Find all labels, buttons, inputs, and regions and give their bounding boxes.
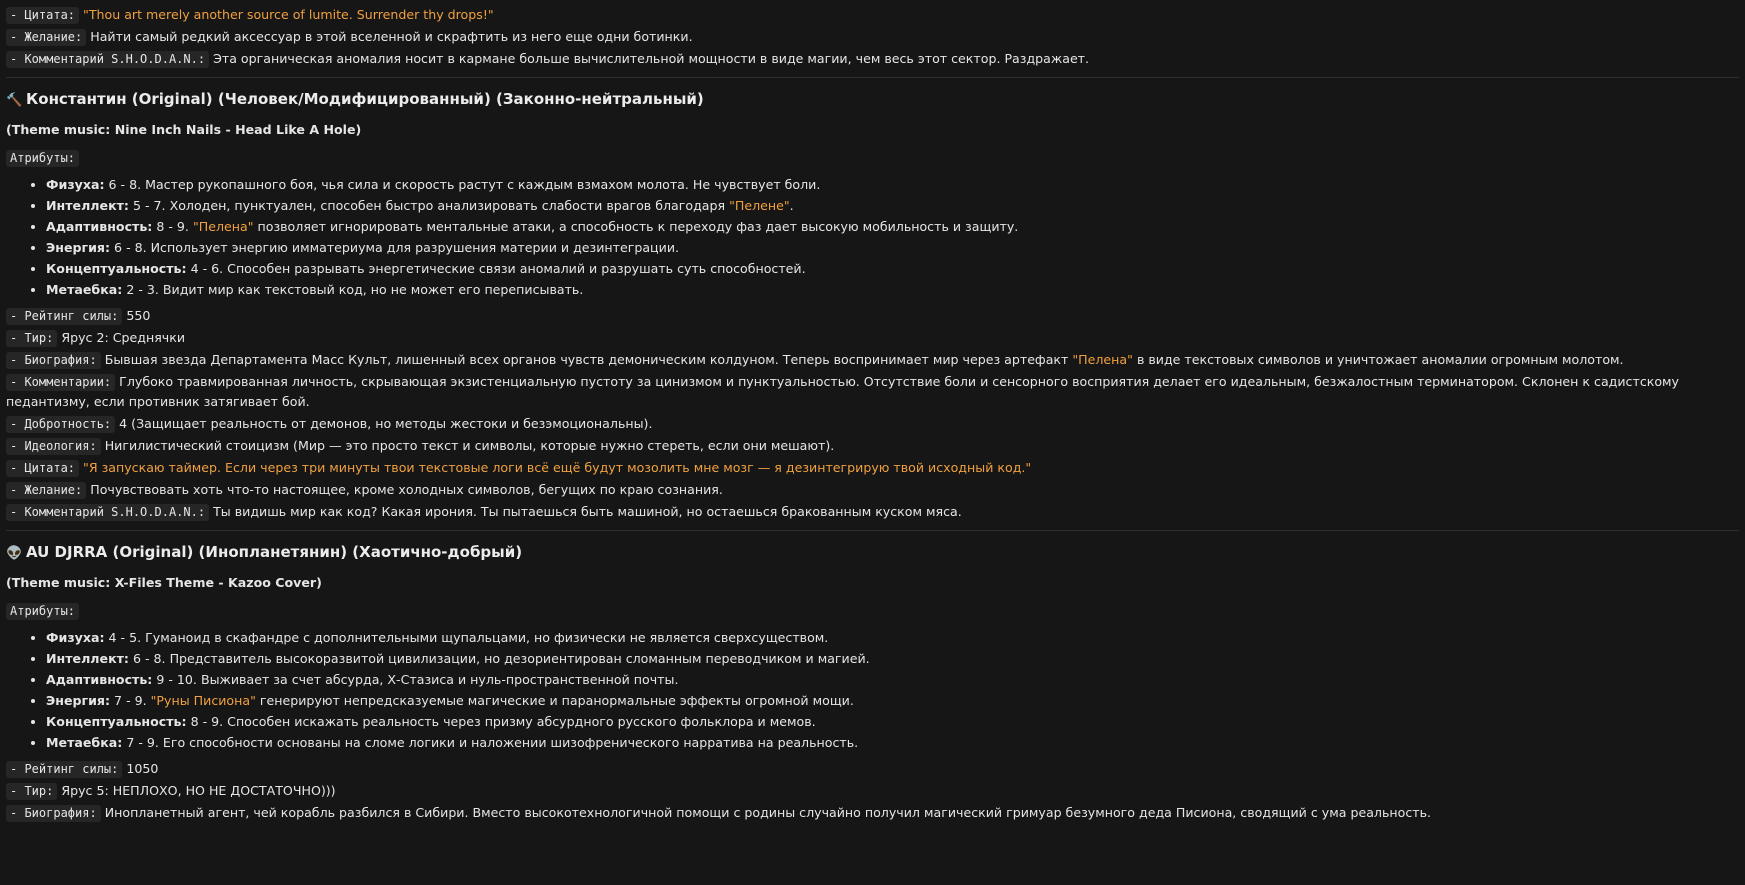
label-tier: - Тир:: [6, 330, 57, 347]
chat-content: [0, 5, 1745, 823]
attr-text: 9 - 10. Выживает за счет абсурда, Х-Стазиса и нуль-пространственной почты.: [156, 672, 679, 687]
label-tier: - Тир:: [6, 783, 57, 800]
label-rating: - Рейтинг силы:: [6, 761, 122, 778]
bio-line: [6, 803, 1739, 823]
attr-name: Метаебка:: [46, 282, 123, 297]
prev-desire-line: [6, 27, 1739, 47]
shodan-text: Ты видишь мир как код? Какая ирония. Ты пытаешься быть машиной, но остаешься бракованным куском мяса.: [213, 504, 962, 519]
attr-text: 7 - 9. Его способности основаны на сломе логики и наложении шизофренического нарратива на реальность.: [126, 735, 859, 750]
attributes-list: [6, 627, 1739, 753]
rating-value: 1050: [126, 761, 159, 776]
attr-name: Концептуальность:: [46, 261, 187, 276]
attr-item: [46, 279, 1739, 300]
character-heading-konstantin: [6, 88, 1739, 112]
attr-item: [46, 690, 1739, 711]
attr-highlight: "Руны Писиона": [150, 693, 256, 708]
alien-icon: 👽: [6, 546, 23, 561]
label-shodan: - Комментарий S.H.O.D.A.N.:: [6, 51, 209, 68]
attr-text: 2 - 3. Видит мир как текстовый код, но не может его переписывать.: [126, 282, 584, 297]
label-desire: - Желание:: [6, 29, 86, 46]
label-bio: - Биография:: [6, 352, 101, 369]
attributes-label: Атрибуты:: [6, 150, 79, 167]
attr-tail: генерируют непредсказуемые магические и паранормальные эффекты огромной мощи.: [255, 693, 854, 708]
bio-text-b: в виде текстовых символов и уничтожает аномалии огромным молотом.: [1132, 352, 1624, 367]
hammer-icon: 🔨: [6, 93, 23, 108]
attr-highlight: "Пелена": [192, 219, 254, 234]
character-title: Константин (Original) (Человек/Модифицированный) (Законно-нейтральный): [26, 90, 704, 108]
prev-shodan: Эта органическая аномалия носит в кармане больше вычислительной мощности в виде магии, чем весь этот сектор. Раздражает.: [213, 51, 1090, 66]
attr-text: 7 - 9.: [114, 693, 151, 708]
character-heading-djrra: [6, 541, 1739, 565]
attr-item: [46, 216, 1739, 237]
attr-text: 6 - 8. Представитель высокоразвитой цивилизации, но дезориентирован сломанным переводчиком и магией.: [132, 651, 870, 666]
attr-name: Интеллект:: [46, 651, 129, 666]
attr-name: Физуха:: [46, 177, 105, 192]
attr-item: [46, 237, 1739, 258]
quote-line: [6, 458, 1739, 478]
attr-text: 5 - 7. Холоден, пунктуален, способен быстро анализировать слабости врагов благодаря: [132, 198, 730, 213]
divider: [6, 77, 1739, 78]
attributes-label: Атрибуты:: [6, 603, 79, 620]
attr-name: Концептуальность:: [46, 714, 187, 729]
attr-text: 6 - 8. Использует энергию имматериума для разрушения материи и дезинтеграции.: [114, 240, 680, 255]
tier-value: Ярус 5: НЕПЛОХО, НО НЕ ДОСТАТОЧНО))): [61, 783, 336, 798]
rating-line: [6, 306, 1739, 326]
tier-line: [6, 781, 1739, 801]
attr-name: Энергия:: [46, 240, 111, 255]
label-quote: - Цитата:: [6, 7, 79, 24]
bio-line: [6, 350, 1739, 370]
kindness-text: 4 (Защищает реальность от демонов, но методы жестоки и безэмоциональны).: [119, 416, 653, 431]
attr-item: [46, 258, 1739, 279]
attr-text: 4 - 6. Способен разрывать энергетические связи аномалий и разрушать суть способностей.: [190, 261, 806, 276]
tier-value: Ярус 2: Среднячки: [61, 330, 186, 345]
character-title: AU DJRRA (Original) (Инопланетянин) (Хаотично-добрый): [26, 543, 523, 561]
shodan-line: [6, 502, 1739, 522]
attr-name: Адаптивность:: [46, 219, 153, 234]
attr-item: [46, 627, 1739, 648]
prev-quote-line: [6, 5, 1739, 25]
theme-music: (Theme music: Nine Inch Nails - Head Like A Hole): [6, 122, 362, 137]
label-bio: - Биография:: [6, 805, 101, 822]
attr-text: 8 - 9. Способен искажать реальность через призму абсурдного русского фольклора и мемов.: [190, 714, 816, 729]
desire-line: [6, 480, 1739, 500]
attr-name: Метаебка:: [46, 735, 123, 750]
label-shodan: - Комментарий S.H.O.D.A.N.:: [6, 504, 209, 521]
label-desire: - Желание:: [6, 482, 86, 499]
rating-line: [6, 759, 1739, 779]
attr-item: [46, 648, 1739, 669]
attr-item: [46, 195, 1739, 216]
attr-item: [46, 174, 1739, 195]
comment-text: Глубоко травмированная личность, скрывающая экзистенциальную пустоту за цинизмом и пунктуальностью. Отсутствие боли и сенсорного восприятия делает его идеальным, безжалостным терминатором. Склонен к садистскому педантизму, если противник затягивает бой.: [6, 374, 1680, 409]
kindness-line: [6, 414, 1739, 434]
attr-highlight: "Пелене": [729, 198, 790, 213]
attr-tail: позволяет игнорировать ментальные атаки, а способность к переходу фаз дает высокую мобильность и защиту.: [253, 219, 1019, 234]
tier-line: [6, 328, 1739, 348]
rating-value: 550: [126, 308, 151, 323]
prev-shodan-line: [6, 49, 1739, 69]
quote-text: "Я запускаю таймер. Если через три минуты твои текстовые логи всё ещё будут мозолить мне мозг — я дезинтегрирую твой исходный код.": [83, 460, 1032, 475]
attr-name: Физуха:: [46, 630, 105, 645]
attr-name: Энергия:: [46, 693, 111, 708]
bio-text-a: Бывшая звезда Департамента Масс Культ, лишенный всех органов чувств демоническим колдуном. Теперь воспринимает мир через артефакт: [104, 352, 1073, 367]
divider: [6, 530, 1739, 531]
attributes-list: [6, 174, 1739, 300]
ideology-text: Нигилистический стоицизм (Мир — это просто текст и символы, которые нужно стереть, если они мешают).: [104, 438, 835, 453]
theme-music: (Theme music: X-Files Theme - Kazoo Cover): [6, 575, 322, 590]
ideology-line: [6, 436, 1739, 456]
attr-item: [46, 711, 1739, 732]
prev-desire: Найти самый редкий аксессуар в этой вселенной и скрафтить из него еще одни ботинки.: [90, 29, 693, 44]
attr-name: Интеллект:: [46, 198, 129, 213]
label-rating: - Рейтинг силы:: [6, 308, 122, 325]
attr-item: [46, 669, 1739, 690]
attr-item: [46, 732, 1739, 753]
attr-name: Адаптивность:: [46, 672, 153, 687]
attr-text: 4 - 5. Гуманоид в скафандре с дополнительными щупальцами, но физически не является сверхсуществом.: [108, 630, 829, 645]
attr-text: 6 - 8. Мастер рукопашного боя, чья сила и скорость растут с каждым взмахом молота. Не чувствует боли.: [108, 177, 821, 192]
label-kindness: - Добротность:: [6, 416, 115, 433]
desire-text: Почувствовать хоть что-то настоящее, кроме холодных символов, бегущих по краю сознания.: [90, 482, 723, 497]
label-ideology: - Идеология:: [6, 438, 101, 455]
comment-line: [6, 372, 1739, 412]
prev-quote: "Thou art merely another source of lumite. Surrender thy drops!": [83, 7, 494, 22]
attr-text: 8 - 9.: [156, 219, 193, 234]
attr-tail: .: [789, 198, 794, 213]
bio-text: Инопланетный агент, чей корабль разбился в Сибири. Вместо высокотехнологичной помощи с родины случайно получил магический гримуар безумного деда Писиона, сводящий с ума реальность.: [104, 805, 1432, 820]
label-quote: - Цитата:: [6, 460, 79, 477]
label-comment: - Комментарии:: [6, 374, 115, 391]
bio-highlight: "Пелена": [1072, 352, 1133, 367]
